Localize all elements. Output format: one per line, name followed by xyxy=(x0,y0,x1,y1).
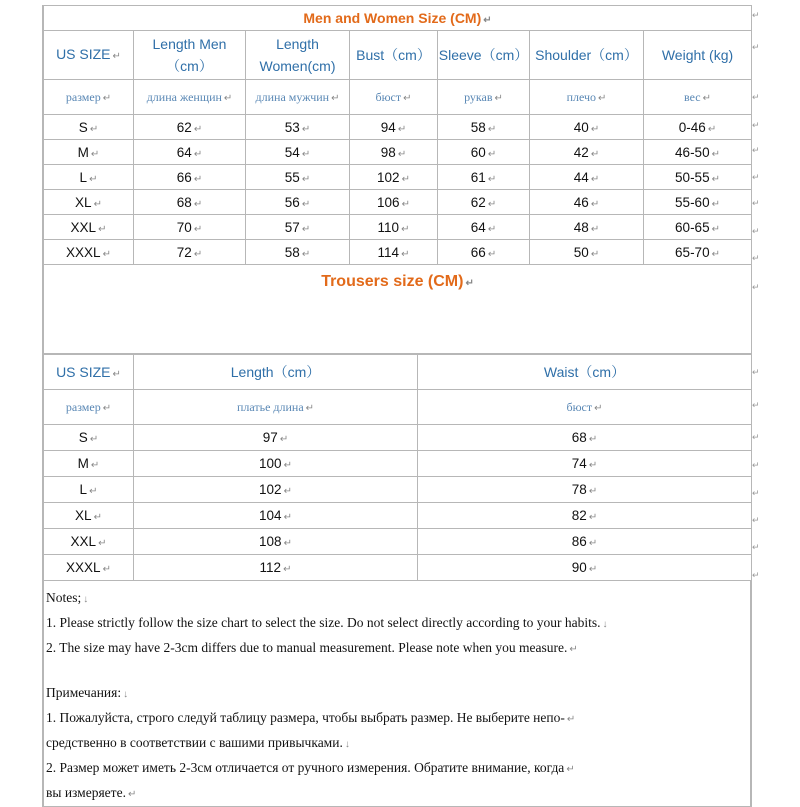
table-cell: 50-55 ↵ xyxy=(644,165,752,190)
table-cell: 100 ↵ xyxy=(134,451,418,477)
row-end-mark: ↵ xyxy=(752,432,760,442)
table-cell: 102 ↵ xyxy=(134,477,418,503)
table-cell: 78 ↵ xyxy=(418,477,752,503)
note-ru-2b: вы измеряете. ↵ xyxy=(46,785,137,800)
table-cell: 66 ↵ xyxy=(134,165,246,190)
column-header: Sleeve（cm） xyxy=(438,31,530,80)
table-cell: 97 ↵ xyxy=(134,425,418,451)
row-end-mark: ↵ xyxy=(752,282,760,292)
column-header-ru: рукав ↵ xyxy=(438,80,530,115)
men-women-title: Men and Women Size (CM) ↵ xyxy=(44,6,752,31)
column-header-ru: размер ↵ xyxy=(44,80,134,115)
table-cell: 86 ↵ xyxy=(418,529,752,555)
table-cell: 53 ↵ xyxy=(246,115,350,140)
trousers-title: Trousers size (CM) ↵ xyxy=(44,265,752,354)
table-cell: 110 ↵ xyxy=(350,215,438,240)
size-label: XXXL ↵ xyxy=(44,240,134,265)
row-end-mark: ↵ xyxy=(752,367,760,377)
row-end-mark: ↵ xyxy=(752,120,760,130)
size-label: XL ↵ xyxy=(44,190,134,215)
table-row xyxy=(44,140,752,165)
table-cell: 55-60 ↵ xyxy=(644,190,752,215)
table-cell: 82 ↵ xyxy=(418,503,752,529)
size-label: XL ↵ xyxy=(44,503,134,529)
table-cell: 106 ↵ xyxy=(350,190,438,215)
table-row xyxy=(44,555,752,581)
table-cell: 70 ↵ xyxy=(134,215,246,240)
note-ru-1b: средственно в соответствии с вашими привычками. ↓ xyxy=(46,735,350,750)
table-cell: 50 ↵ xyxy=(530,240,644,265)
row-end-mark: ↵ xyxy=(752,542,760,552)
table-cell: 64 ↵ xyxy=(134,140,246,165)
size-label: M ↵ xyxy=(44,140,134,165)
table-cell: 46-50 ↵ xyxy=(644,140,752,165)
table-cell: 56 ↵ xyxy=(246,190,350,215)
row-end-mark: ↵ xyxy=(752,488,760,498)
column-header: Length Men（cm） xyxy=(134,31,246,80)
table-row xyxy=(44,165,752,190)
table-cell: 44 ↵ xyxy=(530,165,644,190)
table-cell: 114 ↵ xyxy=(350,240,438,265)
table-cell: 72 ↵ xyxy=(134,240,246,265)
size-chart-document xyxy=(42,5,752,807)
column-header-ru: длина мужчин ↵ xyxy=(246,80,350,115)
table-cell: 90 ↵ xyxy=(418,555,752,581)
table-cell: 60-65 ↵ xyxy=(644,215,752,240)
table-cell: 57 ↵ xyxy=(246,215,350,240)
table-cell: 74 ↵ xyxy=(418,451,752,477)
size-label: S ↵ xyxy=(44,115,134,140)
table-row xyxy=(44,215,752,240)
row-end-mark: ↵ xyxy=(752,42,760,52)
note-ru-2a: 2. Размер может иметь 2-3см отличается от ручного измерения. Обратите внимание, когда ↵ xyxy=(46,760,575,775)
size-label: XXL ↵ xyxy=(44,215,134,240)
size-label: L ↵ xyxy=(44,165,134,190)
row-end-mark: ↵ xyxy=(752,570,760,580)
table-row xyxy=(44,115,752,140)
size-label: XXL ↵ xyxy=(44,529,134,555)
column-header: Bust（cm） xyxy=(350,31,438,80)
row-end-mark: ↵ xyxy=(752,226,760,236)
notes-section xyxy=(43,581,751,807)
row-end-mark: ↵ xyxy=(752,145,760,155)
table-cell: 94 ↵ xyxy=(350,115,438,140)
table-cell: 104 ↵ xyxy=(134,503,418,529)
trousers-size-table xyxy=(43,354,752,581)
column-header-ru: платье длина ↵ xyxy=(134,390,418,425)
size-label: S ↵ xyxy=(44,425,134,451)
table-cell: 62 ↵ xyxy=(438,190,530,215)
men-women-size-table xyxy=(43,6,752,354)
row-end-mark: ↵ xyxy=(752,460,760,470)
column-header-ru: длина женщин ↵ xyxy=(134,80,246,115)
size-label: XXXL ↵ xyxy=(44,555,134,581)
row-end-mark: ↵ xyxy=(752,400,760,410)
row-end-mark: ↵ xyxy=(752,515,760,525)
table-row xyxy=(44,529,752,555)
table-row xyxy=(44,503,752,529)
column-header-ru: бюст ↵ xyxy=(350,80,438,115)
size-label: M ↵ xyxy=(44,451,134,477)
table-cell: 46 ↵ xyxy=(530,190,644,215)
row-end-mark: ↵ xyxy=(752,92,760,102)
row-end-mark: ↵ xyxy=(752,10,760,20)
note-ru-1a: 1. Пожалуйста, строго следуй таблицу размера, чтобы выбрать размер. Не выберите непо- ↵ xyxy=(46,710,576,725)
table-cell: 48 ↵ xyxy=(530,215,644,240)
table-row xyxy=(44,240,752,265)
column-header: Length Women(cm) xyxy=(246,31,350,80)
column-header-ru: размер ↵ xyxy=(44,390,134,425)
column-header: Weight (kg) xyxy=(644,31,752,80)
column-header-ru: вес ↵ xyxy=(644,80,752,115)
row-end-mark: ↵ xyxy=(752,198,760,208)
table-cell: 60 ↵ xyxy=(438,140,530,165)
size-label: L ↵ xyxy=(44,477,134,503)
table-cell: 61 ↵ xyxy=(438,165,530,190)
table-cell: 54 ↵ xyxy=(246,140,350,165)
table-cell: 62 ↵ xyxy=(134,115,246,140)
column-header: US SIZE ↵ xyxy=(44,355,134,390)
table-cell: 102 ↵ xyxy=(350,165,438,190)
table-row xyxy=(44,190,752,215)
table-cell: 58 ↵ xyxy=(246,240,350,265)
note-en-1: 1. Please strictly follow the size chart to select the size. Do not select directly according to your habits. ↓ xyxy=(46,615,608,630)
table-cell: 65-70 ↵ xyxy=(644,240,752,265)
table-cell: 68 ↵ xyxy=(418,425,752,451)
table-cell: 108 ↵ xyxy=(134,529,418,555)
table-cell: 40 ↵ xyxy=(530,115,644,140)
column-header: Waist（cm） xyxy=(418,355,752,390)
table-cell: 55 ↵ xyxy=(246,165,350,190)
table-cell: 112 ↵ xyxy=(134,555,418,581)
column-header: US SIZE ↵ xyxy=(44,31,134,80)
column-header: Length（cm） xyxy=(134,355,418,390)
table-cell: 68 ↵ xyxy=(134,190,246,215)
table-cell: 42 ↵ xyxy=(530,140,644,165)
notes-heading: Notes; ↓ xyxy=(46,590,89,605)
table-row xyxy=(44,425,752,451)
table-cell: 58 ↵ xyxy=(438,115,530,140)
table-row xyxy=(44,451,752,477)
row-end-mark: ↵ xyxy=(752,172,760,182)
notes-ru-heading: Примечания: ↓ xyxy=(46,685,129,700)
table-cell: 66 ↵ xyxy=(438,240,530,265)
column-header-ru: бюст ↵ xyxy=(418,390,752,425)
table-row xyxy=(44,477,752,503)
column-header-ru: плечо ↵ xyxy=(530,80,644,115)
column-header: Shoulder（cm） xyxy=(530,31,644,80)
table-cell: 0-46 ↵ xyxy=(644,115,752,140)
table-cell: 98 ↵ xyxy=(350,140,438,165)
row-end-mark: ↵ xyxy=(752,253,760,263)
table-cell: 64 ↵ xyxy=(438,215,530,240)
note-en-2: 2. The size may have 2-3cm differs due to manual measurement. Please note when you measure. ↵ xyxy=(46,640,578,655)
